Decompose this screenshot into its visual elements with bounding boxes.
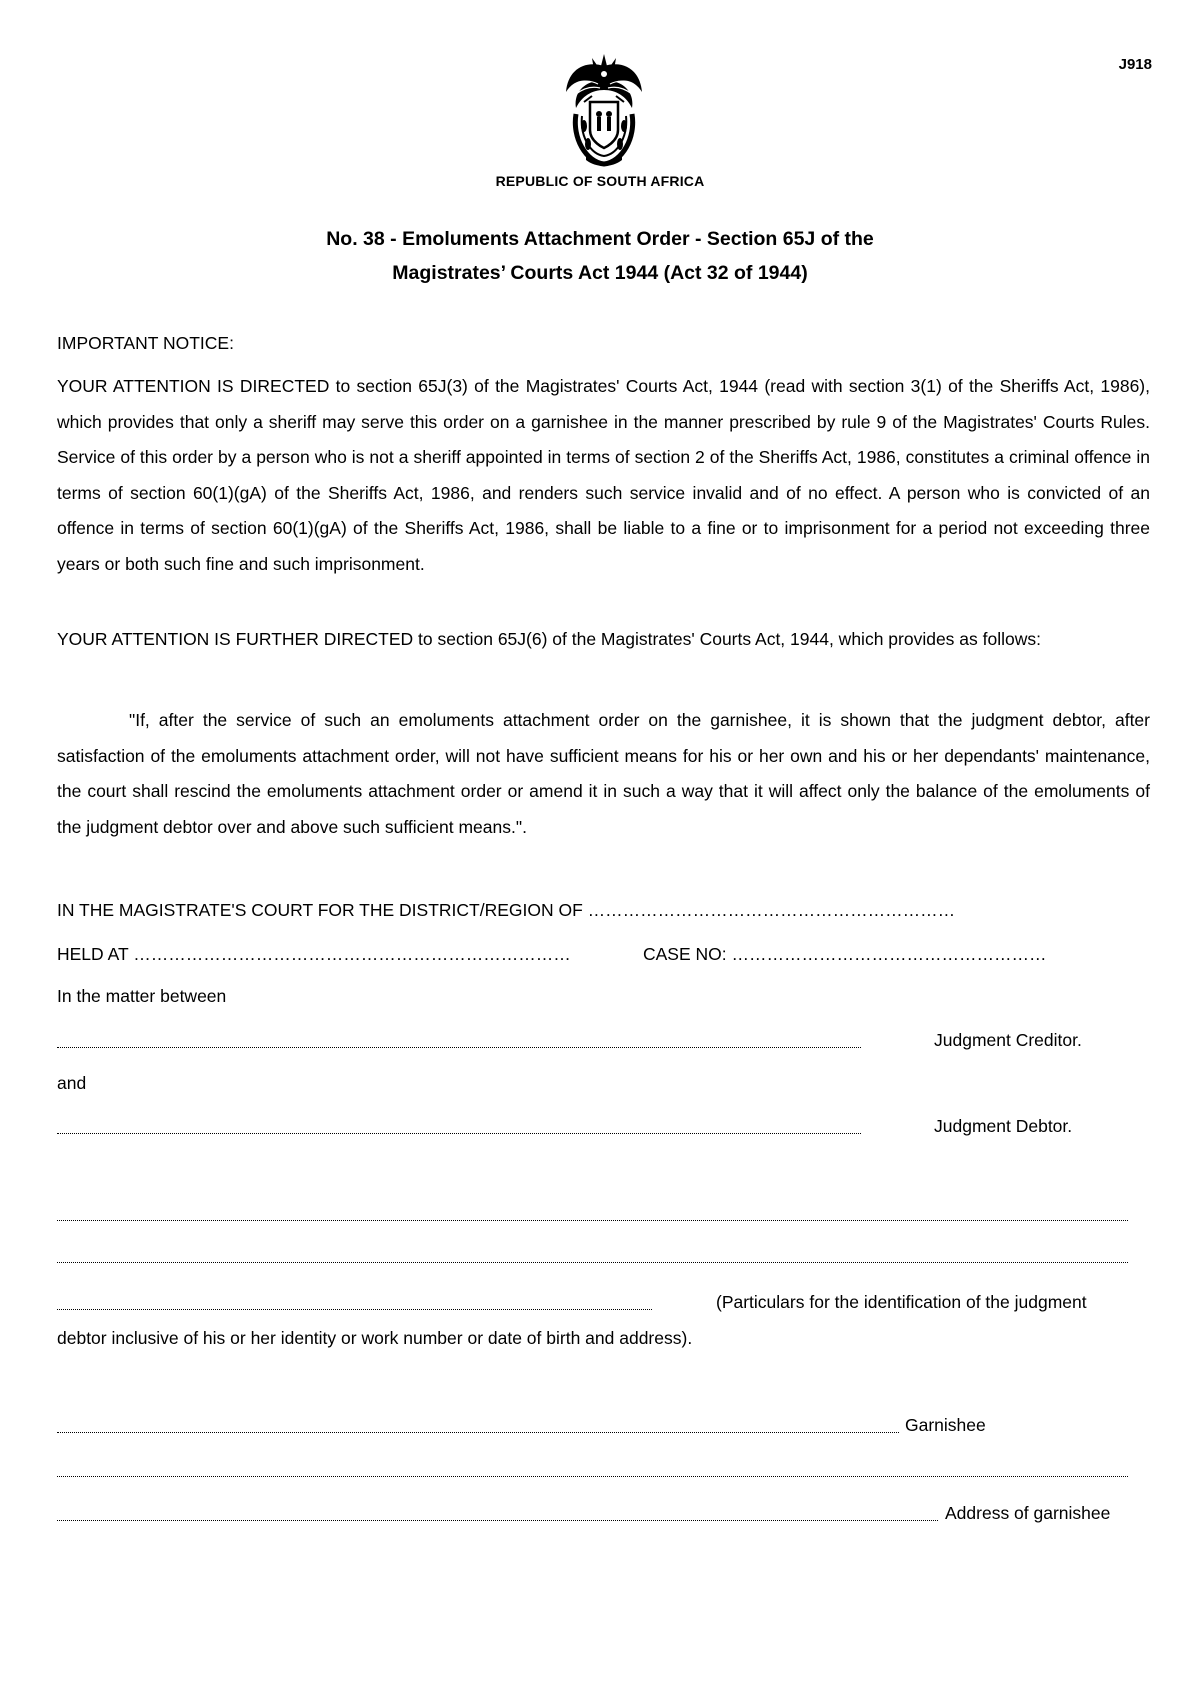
garnishee-field[interactable]	[57, 1432, 899, 1433]
particulars-field-3[interactable]	[57, 1309, 652, 1310]
notice-paragraph-2	[57, 622, 1150, 658]
judgment-debtor-field[interactable]	[57, 1133, 861, 1134]
judgment-debtor-label: Judgment Debtor.	[934, 1116, 1073, 1136]
form-code: J918	[1118, 56, 1152, 73]
district-label: IN THE MAGISTRATE'S COURT FOR THE DISTRICT/REGION OF	[57, 900, 583, 920]
judgment-creditor-label: Judgment Creditor.	[934, 1030, 1082, 1050]
case-no-label: CASE NO:	[643, 944, 727, 964]
particulars-label-line-2: debtor inclusive of his or her identity or work number or date of birth and address).	[57, 1328, 693, 1348]
garnishee-address-label: Address of garnishee	[945, 1503, 1111, 1523]
notice-paragraph-1-text: to section 65J(3) of the Magistrates' Courts Act, 1944 (read with section 3(1) of the Sheriffs Act, 1986), which provides that only a sheriff may serve this order on a garnishee in the manner prescribed by rule 9 of the Magistrates' Courts Rules. Service of this order by a person who is not a sheriff appointed in terms of section 2 of the Sheriffs Act, 1986, constitutes a criminal offence in terms of section 60(1)(gA) of the Sheriffs Act, 1986, and renders such service invalid and of no effect. A person who is convicted of an offence in terms of section 60(1)(gA) of the Sheriffs Act, 1986, shall be liable to a fine or to imprisonment for a period not exceeding three years or both such fine and such imprisonment.	[57, 376, 1150, 574]
district-line	[57, 900, 955, 921]
garnishee-address-field-2[interactable]	[57, 1520, 938, 1521]
garnishee-label: Garnishee	[905, 1415, 986, 1435]
particulars-label-line-1: (Particulars for the identification of the judgment	[716, 1292, 1087, 1312]
held-at-line	[57, 944, 571, 965]
held-at-label: HELD AT	[57, 944, 129, 964]
judgment-creditor-field[interactable]	[57, 1047, 861, 1048]
notice-paragraph-1	[57, 369, 1150, 582]
form-title-line-2: Magistrates’ Courts Act 1944 (Act 32 of 1944)	[392, 262, 808, 284]
and-label: and	[57, 1073, 87, 1093]
held-at-field[interactable]: …………………………………………………………………	[133, 944, 571, 964]
coat-of-arms-icon	[562, 52, 646, 168]
garnishee-address-field-1[interactable]	[57, 1476, 1128, 1477]
form-title	[0, 222, 1200, 290]
particulars-field-2[interactable]	[57, 1262, 1128, 1263]
notice-paragraph-2-lead: YOUR ATTENTION IS FURTHER DIRECTED	[57, 629, 414, 649]
case-no-field[interactable]: ………………………………………………	[731, 944, 1047, 964]
statute-quote: "If, after the service of such an emoluments attachment order on the garnishee, it is shown that the judgment debtor, after satisfaction of the emoluments attachment order, will not have sufficient means for his or her own and his or her dependants' maintenance, the court shall rescind the emoluments attachment order or amend it in such a way that it will affect only the balance of the emoluments of the judgment debtor over and above such sufficient means.".	[57, 710, 1150, 837]
particulars-field-1[interactable]	[57, 1220, 1128, 1221]
form-title-line-1: No. 38 - Emoluments Attachment Order - Section 65J of the	[326, 228, 874, 250]
notice-paragraph-1-lead: YOUR ATTENTION IS DIRECTED	[57, 376, 330, 396]
country-name: REPUBLIC OF SOUTH AFRICA	[495, 173, 705, 189]
district-field[interactable]: ………………………………………………………	[587, 900, 956, 920]
notice-paragraph-2-text: to section 65J(6) of the Magistrates' Courts Act, 1944, which provides as follows:	[413, 629, 1041, 649]
case-no-line	[643, 944, 1047, 965]
matter-between: In the matter between	[57, 986, 227, 1006]
notice-heading: IMPORTANT NOTICE:	[57, 333, 234, 353]
